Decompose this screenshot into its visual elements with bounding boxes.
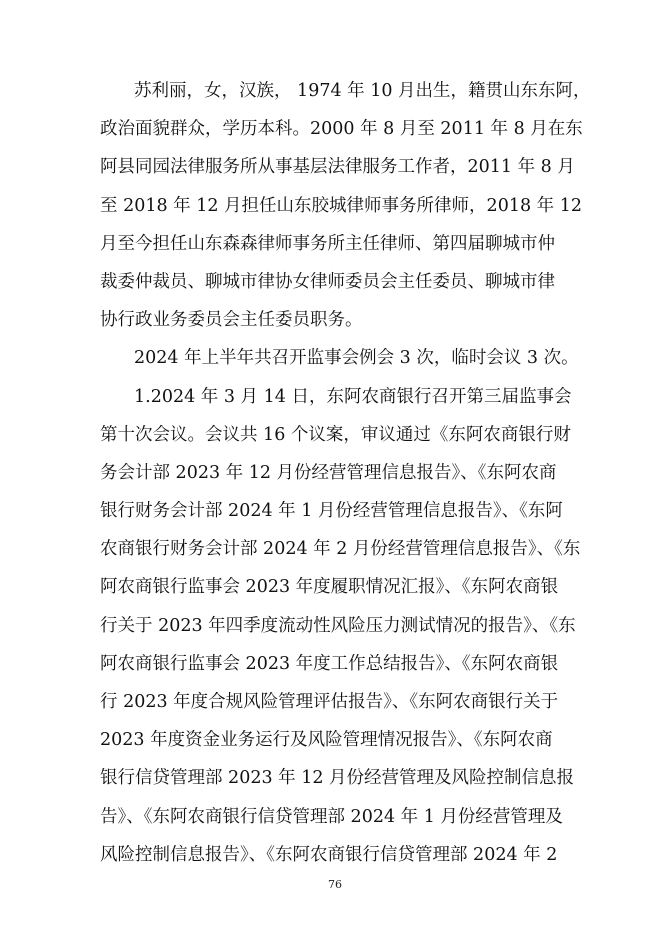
paragraph-1-line-1: 苏利丽，女，汉族， 1974 年 10 月出生，籍贯山东东阿， — [134, 81, 591, 101]
paragraph-3-line-12: 告》、《东阿农商银行信贷管理部 2024 年 1 月份经营管理及 — [100, 806, 563, 827]
paragraph-1-line-2: 政治面貌群众，学历本科。2000 年 8 月至 2011 年 8 月在东 — [100, 119, 583, 140]
paragraph-1-line-6: 裁委仲裁员、聊城市律协女律师委员会主任委员、聊城市律 — [100, 271, 555, 292]
paragraph-2-line-1: 2024 年上半年共召开监事会例会 3 次，临时会议 3 次。 — [134, 348, 579, 369]
paragraph-3-line-5: 农商银行财务会计部 2024 年 2 月份经营管理信息报告》、《东 — [100, 539, 581, 560]
paragraph-3-line-6: 阿农商银行监事会 2023 年度履职情况汇报》、《东阿农商银 — [100, 577, 559, 598]
paragraph-3-line-7: 行关于 2023 年四季度流动性风险压力测试情况的报告》、《东 — [100, 615, 576, 636]
paragraph-3-line-4: 银行财务会计部 2024 年 1 月份经营管理信息报告》、《东阿 — [100, 501, 563, 522]
paragraph-1-line-5: 月至今担任山东森森律师事务所主任律师、第四届聊城市仲 — [100, 233, 555, 254]
paragraph-3-line-8: 阿农商银行监事会 2023 年度工作总结报告》、《东阿农商银 — [100, 653, 559, 674]
paragraph-3-line-11: 银行信贷管理部 2023 年 12 月份经营管理及风险控制信息报 — [100, 768, 575, 789]
paragraph-3-line-13: 风险控制信息报告》、《东阿农商银行信贷管理部 2024 年 2 — [100, 844, 558, 865]
paragraph-1-line-3: 阿县同园法律服务所从事基层法律服务工作者，2011 年 8 月 — [100, 157, 575, 178]
paragraph-3-line-3: 务会计部 2023 年 12 月份经营管理信息报告》、《东阿农商 — [100, 462, 557, 483]
paragraph-3-line-10: 2023 年度资金业务运行及风险管理情况报告》、《东阿农商 — [100, 730, 553, 751]
body-text — [100, 78, 591, 880]
page-number: 76 — [328, 878, 342, 891]
paragraph-1-line-7: 协行政业务委员会主任委员职务。 — [100, 310, 363, 331]
paragraph-3-line-2: 第十次会议。会议共 16 个议案，审议通过《东阿农商银行财 — [100, 424, 571, 445]
paragraph-3-line-9: 行 2023 年度合规风险管理评估报告》、《东阿农商银行关于 — [100, 692, 559, 712]
paragraph-1-line-4: 至 2018 年 12 月担任山东胶城律师事务所律师，2018 年 12 — [100, 195, 582, 216]
paragraph-3-line-1: 1.2024 年 3 月 14 日，东阿农商银行召开第三届监事会 — [134, 386, 572, 407]
